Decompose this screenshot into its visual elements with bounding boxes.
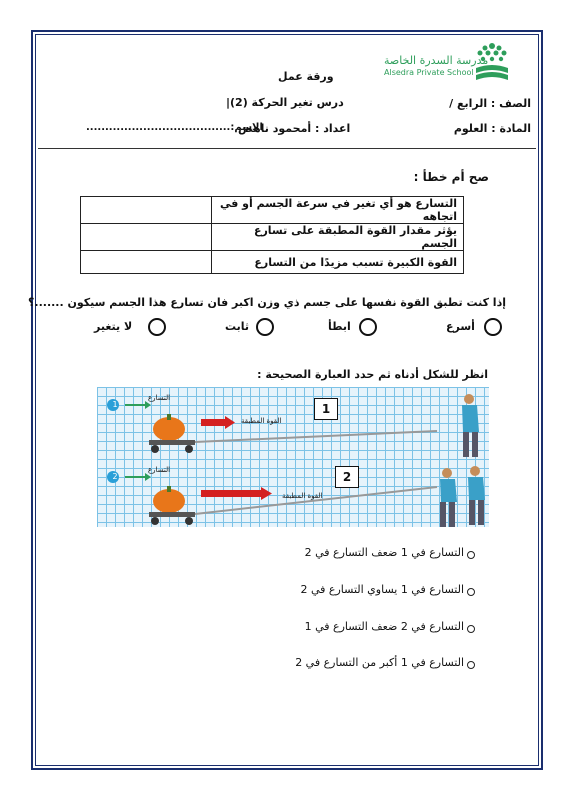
option-label: ابطأ: [328, 320, 351, 333]
mcq-question: إذا كنت تطبق القوة نفسها على جسم ذي وزن اكبر فان تسارع هذا الجسم سيكون .......؟: [28, 296, 506, 309]
force-label: القوة المطبقة: [241, 417, 282, 425]
acceleration-arrow-icon: [125, 401, 151, 409]
acceleration-label: التسارع: [148, 466, 171, 474]
school-name-arabic: مدرسة السدرة الخاصة: [384, 54, 489, 67]
choice-bullet[interactable]: [467, 625, 475, 633]
badge-number: 1: [112, 400, 118, 409]
force-arrow-icon: [201, 487, 272, 500]
acceleration-label: التسارع: [148, 394, 171, 402]
option-label: ثابت: [225, 320, 250, 333]
true-false-table: [80, 196, 464, 274]
figure-box-label: 2: [335, 466, 359, 488]
pumpkin-cart-icon: [149, 414, 195, 453]
figure-prompt: انظر للشكل أدناه ثم حدد العبارة الصحيحة :: [257, 368, 488, 381]
header-divider: [38, 148, 536, 149]
statement-cell: التسارع هو أي تغير في سرعة الجسم أو في اتجاهه: [212, 197, 464, 224]
person-pulling-icon: [462, 394, 479, 457]
statement-cell: يؤثر مقدار القوة المطبقة على تسارع الجسم: [212, 224, 464, 251]
section-true-false-title: صح أم خطأ :: [413, 170, 489, 184]
choice-bullet[interactable]: [467, 661, 475, 669]
answer-cell[interactable]: [81, 224, 212, 251]
choice-bullet[interactable]: [467, 588, 475, 596]
option-radio[interactable]: [484, 318, 502, 336]
rope: [195, 431, 437, 442]
school-name-english: Alsedra Private School: [384, 68, 474, 77]
statement-cell: القوة الكبيرة تسبب مزيدًا من التسارع: [212, 251, 464, 274]
option-radio[interactable]: [256, 318, 274, 336]
subject-label: المادة : العلوم: [453, 122, 531, 135]
worksheet-title: ورقة عمل: [278, 70, 334, 83]
name-field[interactable]: الاسم:......................................: [86, 122, 263, 133]
option-radio[interactable]: [359, 318, 377, 336]
answer-cell[interactable]: [81, 251, 212, 274]
badge-number: 2: [112, 472, 118, 481]
person-pulling-icon: [440, 468, 457, 527]
table-row: [81, 251, 464, 274]
choice-item[interactable]: التسارع في 1 أكبر من التسارع في 2: [295, 656, 464, 669]
force-label: القوة المطبقة: [282, 492, 323, 500]
prepared-by: اعداد : أمحمود ناهض: [238, 122, 351, 135]
choice-item[interactable]: التسارع في 1 ضعف التسارع في 2: [304, 546, 464, 559]
figure-box-label: 1: [314, 398, 338, 420]
person-pulling-icon: [468, 466, 485, 525]
option-label: لا يتغير: [94, 320, 133, 333]
grade-label: الصف : الرابع /: [449, 97, 531, 110]
choice-bullet[interactable]: [467, 551, 475, 559]
acceleration-arrow-icon: [125, 473, 151, 481]
option-label: أسرع: [446, 320, 475, 333]
choice-item[interactable]: التسارع في 1 يساوي التسارع في 2: [300, 583, 464, 596]
table-row: [81, 224, 464, 251]
answer-cell[interactable]: [81, 197, 212, 224]
force-arrow-icon: [201, 416, 235, 429]
choice-item[interactable]: التسارع في 2 ضعف التسارع في 1: [304, 620, 464, 633]
table-row: [81, 197, 464, 224]
option-radio[interactable]: [148, 318, 166, 336]
pumpkin-cart-icon: [149, 486, 195, 525]
figure-drawing: [97, 387, 489, 527]
lesson-title: درس تغير الحركة (2)|: [226, 96, 344, 109]
